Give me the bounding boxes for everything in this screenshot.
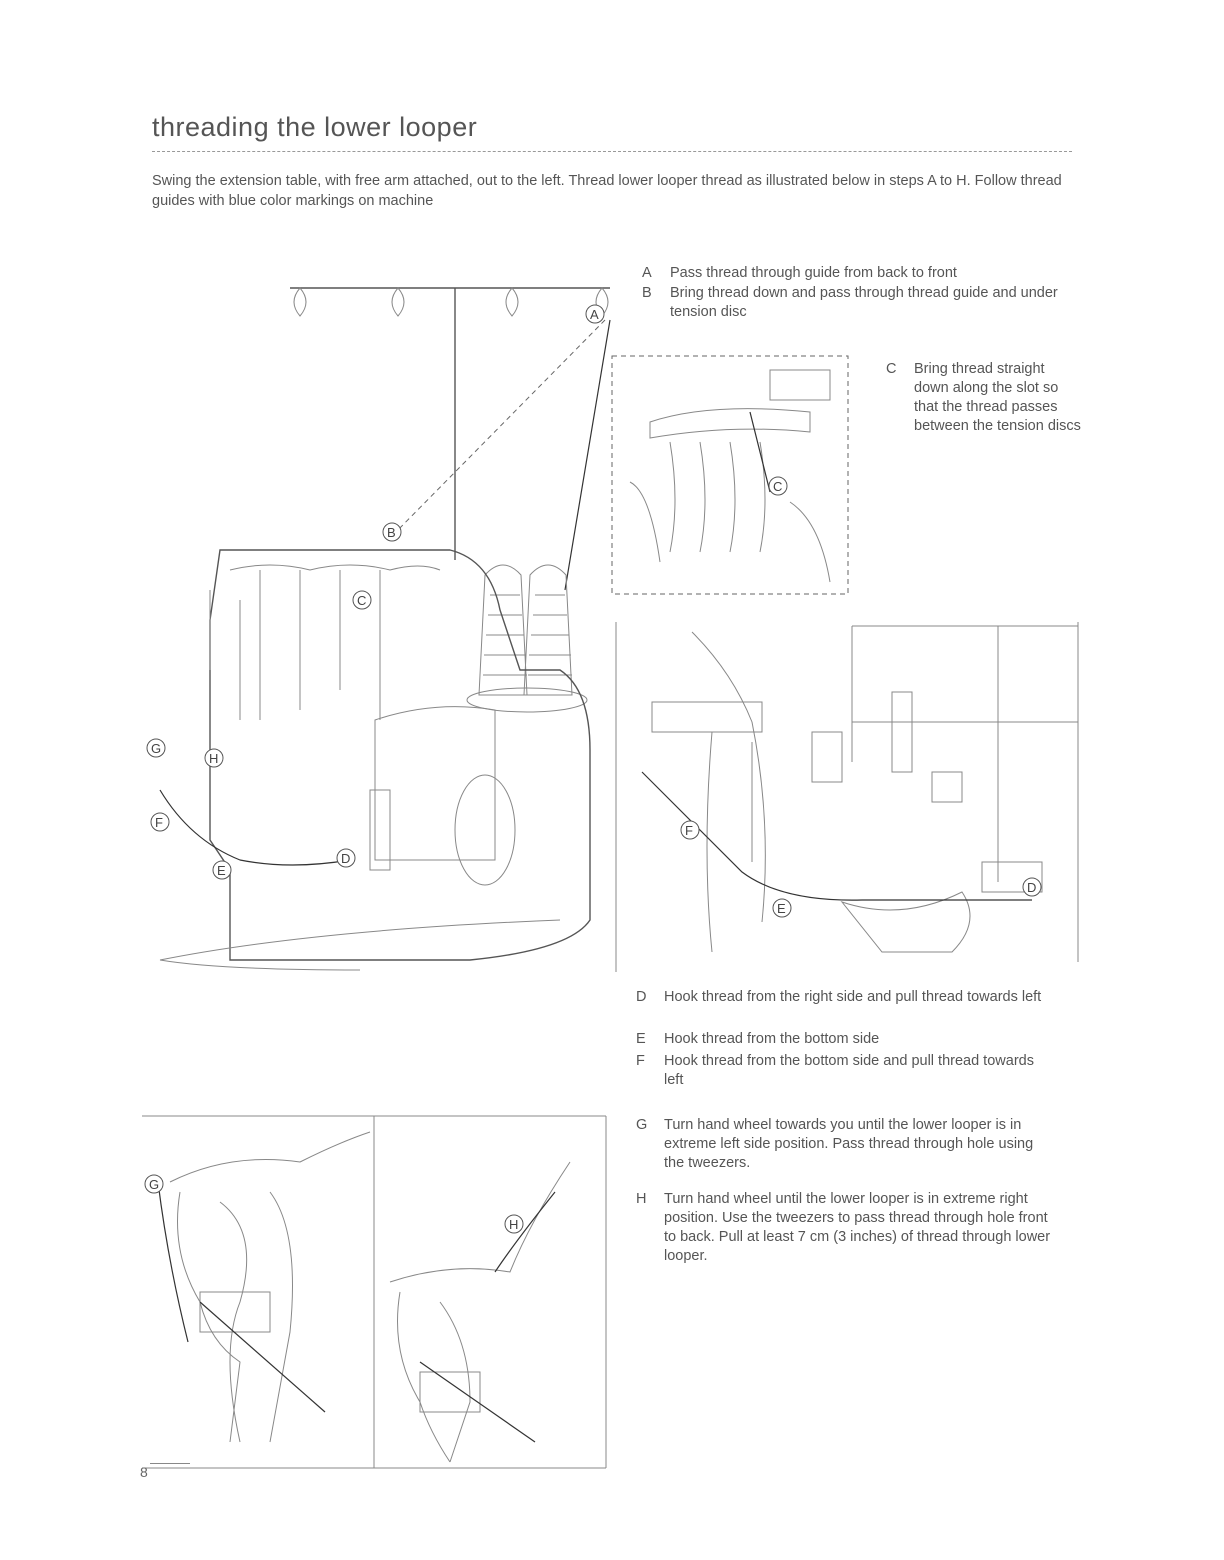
step-c — [886, 360, 1082, 436]
step-g — [636, 1116, 1056, 1173]
detail-d-label: D — [1027, 880, 1037, 895]
step-e — [636, 1030, 1056, 1049]
step-b — [642, 284, 1062, 322]
step-a-letter: A — [642, 265, 652, 281]
step-c-text: Bring thread straight down along the slot so that the thread passes between the tension discs — [914, 361, 1081, 434]
step-d — [636, 988, 1056, 1007]
step-g-text: Turn hand wheel towards you until the lower looper is in extreme left side position. Pass thread through hole using the tweezers. — [664, 1117, 1034, 1171]
page-number: 8 — [140, 1464, 148, 1480]
main-label-e: E — [217, 863, 226, 878]
step-d-letter: D — [636, 989, 647, 1005]
main-machine-illustration — [140, 270, 630, 980]
detail-e-label: E — [777, 901, 786, 916]
intro-paragraph: Swing the extension table, with free arm attached, out to the left. Thread lower looper thread as illustrated below in steps A to H. Follow thread guides with blue color markings on machine — [152, 173, 1062, 209]
lower-looper-detail — [140, 1112, 610, 1474]
step-h — [636, 1190, 1056, 1266]
step-a — [642, 264, 1062, 283]
detail-g-label: G — [149, 1177, 160, 1192]
main-label-c: C — [357, 593, 367, 608]
main-label-d: D — [341, 851, 351, 866]
detail-h-label: H — [509, 1217, 519, 1232]
main-label-g: G — [151, 741, 162, 756]
main-label-f: F — [155, 815, 163, 830]
step-h-text: Turn hand wheel until the lower looper is in extreme right position. Use the tweezers to pass thread through hole front to back. Pull at least 7 cm (3 inches) of thread through lower looper. — [664, 1191, 1051, 1264]
step-b-text: Bring thread down and pass through thread guide and under tension disc — [670, 285, 1058, 320]
main-label-h: H — [209, 751, 219, 766]
title-divider — [152, 151, 1072, 152]
detail-f-label: F — [685, 823, 693, 838]
detail-c-label: C — [773, 479, 783, 494]
tension-disc-detail — [610, 352, 850, 598]
step-g-letter: G — [636, 1117, 648, 1133]
main-label-b: B — [387, 525, 396, 540]
step-c-letter: C — [886, 361, 897, 377]
step-f-text: Hook thread from the bottom side and pull thread towards left — [664, 1053, 1034, 1088]
step-e-text: Hook thread from the bottom side — [664, 1031, 880, 1047]
step-h-letter: H — [636, 1191, 647, 1207]
looper-area-detail — [612, 622, 1082, 980]
main-label-a: A — [590, 307, 599, 322]
step-f — [636, 1052, 1056, 1090]
step-b-letter: B — [642, 285, 652, 301]
page-title: threading the lower looper — [152, 112, 478, 142]
step-e-letter: E — [636, 1031, 646, 1047]
footer-rule — [150, 1463, 190, 1464]
step-f-letter: F — [636, 1053, 645, 1069]
step-d-text: Hook thread from the right side and pull thread towards left — [664, 989, 1042, 1005]
step-a-text: Pass thread through guide from back to front — [670, 265, 957, 281]
